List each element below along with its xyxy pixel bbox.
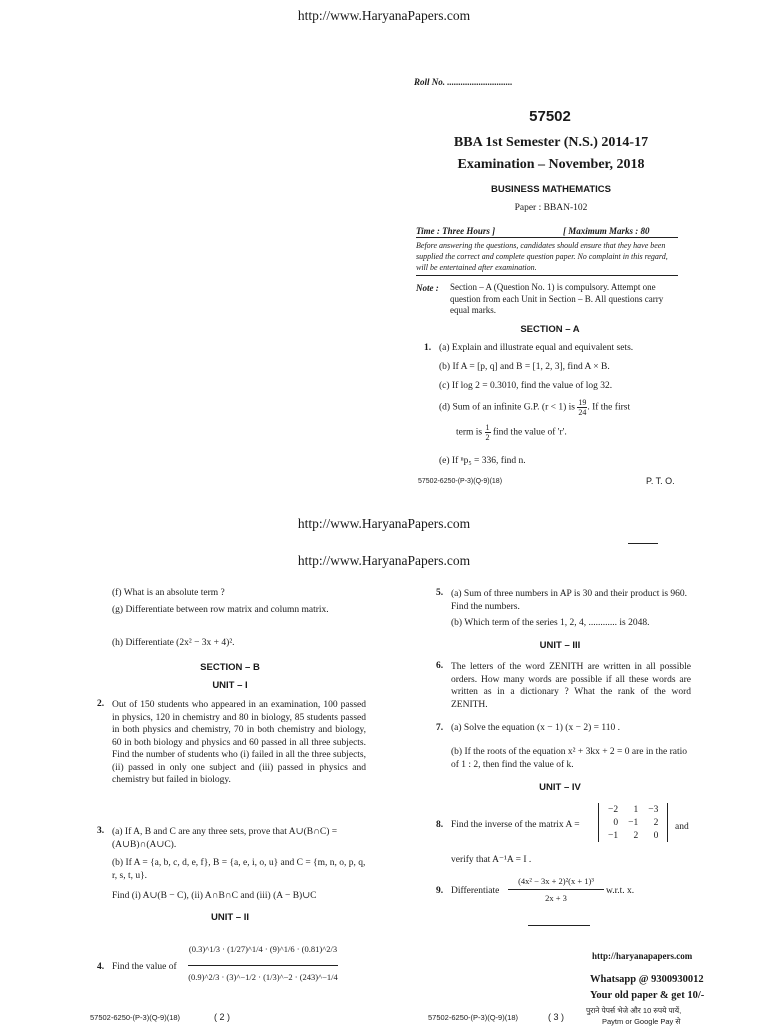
footer-code-p1: 57502-6250-(P-3)(Q-9)(18) (418, 478, 503, 485)
q4-denominator: (0.9)^2/3 · (3)^−1/2 · (1/3)^−2 · (243)^−1/4 (188, 972, 338, 982)
q1c: (c) If log 2 = 0.3010, find the value of log 32. (439, 381, 613, 391)
matrix-cell: 2 (653, 817, 659, 828)
unit-4-heading: UNIT – IV (539, 782, 581, 793)
unit-1-heading: UNIT – I (212, 680, 248, 691)
q8-and: and (675, 822, 689, 832)
paper-code: 57502 (529, 108, 571, 125)
q9-wrt: w.r.t. x. (606, 886, 635, 896)
q9-denominator: 2x + 3 (545, 893, 567, 903)
time-label: Time : Three Hours ] (416, 226, 496, 236)
q1-number: 1. (424, 343, 432, 353)
q7b: (b) If the roots of the equation x² + 3kx + 2 = 0 are in the ratio of 1 : 2, then find the value of k. (451, 747, 688, 770)
matrix-cell: 0 (613, 817, 619, 828)
q9-number: 9. (436, 886, 444, 896)
paper-number: Paper : BBAN-102 (514, 203, 588, 213)
note-label: Note : (416, 283, 439, 293)
watermark-top[interactable]: http://www.HaryanaPapers.com (297, 8, 471, 23)
q5a: (a) Sum of three numbers in AP is 30 and their product is 960. Find the numbers. (451, 589, 688, 612)
q1e: (e) If ⁿp₅ = 336, find n. (439, 456, 526, 466)
q3c: Find (i) A∪(B − C), (ii) A∩B∩C and (iii) (A − B)∪C (112, 891, 317, 901)
page-number-3: ( 3 ) (548, 1012, 565, 1022)
q8-verify: verify that A⁻¹A = I . (451, 855, 532, 865)
q3a: (a) If A, B and C are any three sets, prove that A∪(B∩C) = (A∪B)∩(A∪C). (112, 827, 338, 850)
ad-whatsapp: Whatsapp @ 9300930012 (590, 974, 704, 985)
instruction-text: Before answering the questions, candidates should ensure that they have been supplied the correct and complete question paper. No complaint in this regard, will be entertained after examination. (416, 241, 668, 272)
q1h: (h) Differentiate (2x² − 3x + 4)². (112, 638, 235, 648)
matrix-a (598, 803, 668, 842)
q2-number: 2. (97, 699, 105, 709)
q6-text: The letters of the word ZENITH are written in all possible orders. How many words are possible if all these words are written as in a dictionary ? What the rank of the word ZENITH. (451, 662, 691, 710)
ad-url[interactable]: http://haryanapapers.com (592, 951, 693, 961)
max-marks: [ Maximum Marks : 80 (563, 226, 650, 236)
q3-number: 3. (97, 826, 105, 836)
q4-text: Find the value of (112, 962, 177, 972)
section-b-heading: SECTION – B (200, 662, 260, 673)
page-number-2: ( 2 ) (214, 1012, 231, 1022)
section-a-heading: SECTION – A (520, 324, 580, 335)
q8-number: 8. (436, 820, 444, 830)
matrix-cell: −1 (628, 817, 639, 828)
ad-offer: Your old paper & get 10/- (590, 990, 705, 1001)
footer-code-p3: 57502-6250-(P-3)(Q-9)(18) (428, 1013, 519, 1022)
q6-number: 6. (436, 661, 444, 671)
q9-text: Differentiate (451, 886, 500, 896)
q7a: (a) Solve the equation (x − 1) (x − 2) = 110 . (451, 723, 621, 733)
exam-title: BBA 1st Semester (N.S.) 2014-17 (453, 135, 649, 150)
q1g: (g) Differentiate between row matrix and column matrix. (112, 605, 329, 615)
q1d-line2: term is $\frac{1}{2}$ find the value of 'r'. (456, 423, 567, 442)
note-text: Section – A (Question No. 1) is compulsory. Attempt one question from each Unit in Section – B. All questions carry equal marks. (450, 282, 664, 315)
q9-numerator: (4x² − 3x + 2)²(x + 1)³ (518, 876, 594, 886)
q4-number: 4. (97, 962, 105, 972)
matrix-cell: −1 (608, 830, 619, 841)
matrix-cell: 2 (633, 830, 639, 841)
matrix-cell: 0 (653, 830, 659, 841)
q7-number: 7. (436, 723, 444, 733)
unit-2-heading: UNIT – II (210, 912, 249, 923)
q4-numerator: (0.3)^1/3 · (1/27)^1/4 · (9)^1/6 · (0.81)^2/3 (188, 944, 338, 954)
roll-no: Roll No. ............................. (414, 77, 513, 87)
matrix-cell: 1 (633, 804, 639, 815)
q8-text: Find the inverse of the matrix A = (451, 820, 580, 830)
q1a: (a) Explain and illustrate equal and equivalent sets. (439, 343, 634, 353)
q3b: (b) If A = {a, b, c, d, e, f}, B = {a, e, i, o, u} and C = {m, n, o, p, q, r, s, t, u}. (112, 858, 366, 881)
matrix-cell: −3 (648, 804, 659, 815)
ad-hindi-2: Paytm or Google Pay से (602, 1017, 681, 1026)
exam-date: Examination – November, 2018 (457, 157, 645, 172)
q1f: (f) What is an absolute term ? (112, 588, 225, 598)
subject-title: BUSINESS MATHEMATICS (491, 184, 611, 195)
q5-number: 5. (436, 588, 444, 598)
q1b: (b) If A = [p, q] and B = [1, 2, 3], find A × B. (439, 362, 610, 372)
watermark-middle[interactable]: http://www.HaryanaPapers.com (297, 516, 471, 531)
watermark-lower[interactable]: http://www.HaryanaPapers.com (297, 553, 471, 568)
matrix-cell: −2 (608, 804, 619, 815)
q1d: (d) Sum of an infinite G.P. (r < 1) is $\frac{19}{24}$ . If the first (439, 398, 631, 417)
unit-3-heading: UNIT – III (539, 640, 581, 651)
ad-hindi: पुराने पेपर्स भेजे और 10 रुपये पायें, (586, 1006, 682, 1015)
q5b: (b) Which term of the series 1, 2, 4, ............ is 2048. (451, 618, 650, 628)
pto-label: P. T. O. (646, 476, 675, 486)
q2-text: Out of 150 students who appeared in an examination, 100 passed in physics, 120 in chemistry and 80 in biology, 85 students passed in both physics and chemistry, 70 in both chemistry and biology, 60 in both biology and physics and 60 passed in all three subjects. Find the number of students who (i) failed in all the three subjects, (ii) passed in only one subject and (iii) passed in physics and chemistry but failed in biology. (112, 700, 366, 785)
footer-code-p2: 57502-6250-(P-3)(Q-9)(18) (90, 1013, 181, 1022)
